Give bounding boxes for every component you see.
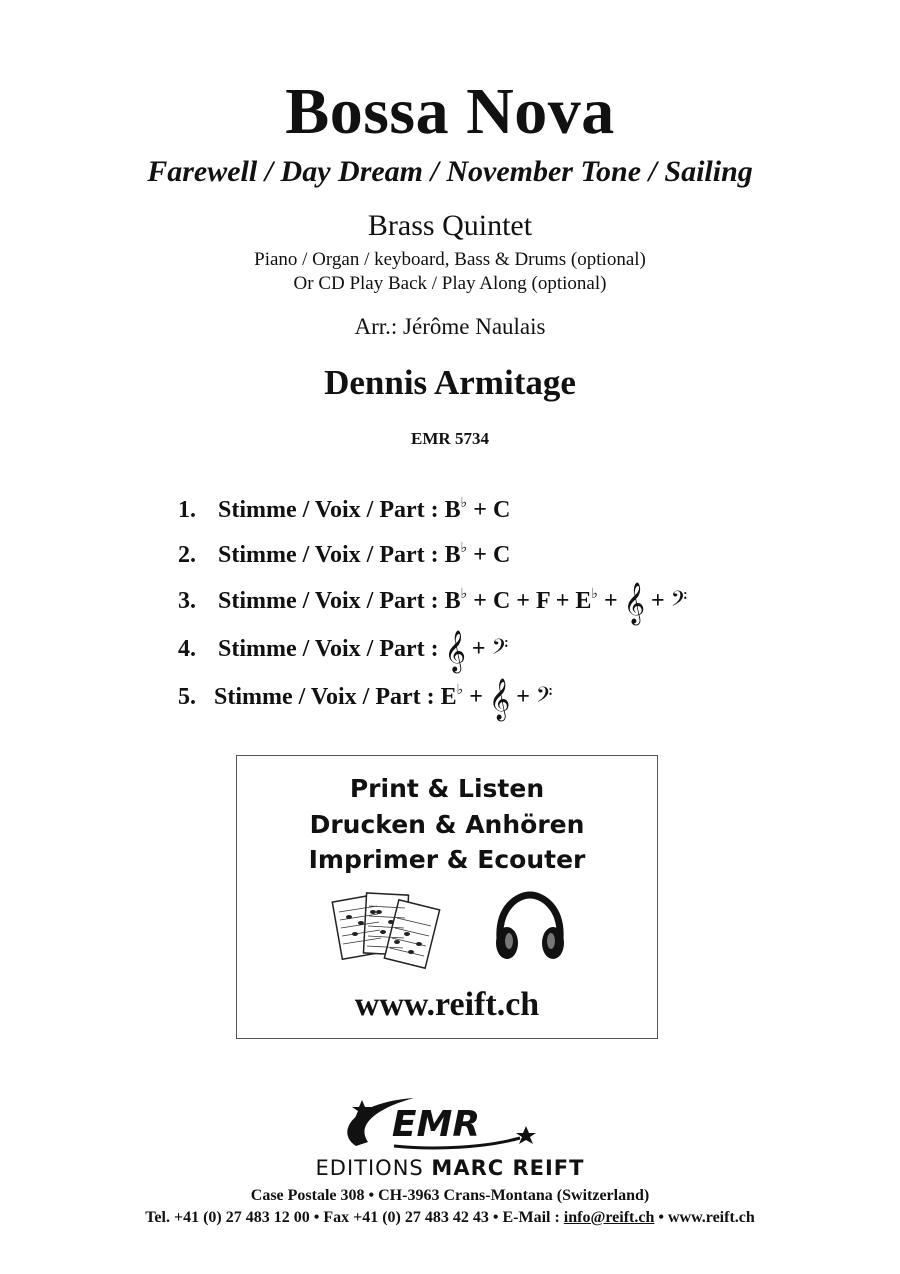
part-2 [178,539,510,571]
plus-sign: + [465,636,492,662]
part-1 [178,494,510,526]
ensemble: Brass Quintet [367,209,533,242]
accompaniment-line-2: Or CD Play Back / Play Along (optional) [293,273,607,294]
part-4 [178,631,509,672]
flat-sign: ♭ [460,496,468,511]
part-number: 2. [178,542,196,568]
bass-clef-icon: 𝄢 [670,587,688,617]
treble-clef-icon: 𝄞 [623,583,645,624]
publisher-name [0,1153,900,1183]
contact-phone-fax: Tel. +41 (0) 27 483 12 00 • Fax +41 (0) 27 483 42 43 • E-Mail : [145,1209,564,1226]
part-number: 1. [178,497,196,523]
flat-sign: ♭ [460,541,468,556]
part-3 [178,583,688,624]
part-label: Stimme / Voix / Part : [218,588,439,614]
part-key-rest: + C [467,542,511,568]
part-5 [178,679,553,720]
part-label: Stimme / Voix / Part : [218,542,439,568]
part-key-rest: + C [467,497,511,523]
composer: Dennis Armitage [324,363,576,402]
emr-logo [324,1092,554,1154]
plus-sign: + [644,588,671,614]
plus-sign: + [510,684,536,710]
publisher-name-part: EDITIONS [315,1156,432,1180]
flat-sign: ♭ [591,587,599,602]
catalog-number: EMR 5734 [411,429,489,448]
email-link[interactable]: info@reift.ch [563,1209,655,1226]
flat-sign: ♭ [460,587,468,602]
flat-sign: ♭ [456,683,464,698]
part-number: 5. [178,684,196,710]
plus-sign: + [598,588,624,614]
bass-clef-icon: 𝄢 [491,635,509,665]
part-key-mid: + C + F + E [467,588,592,614]
promo-line-english: Print & Listen [349,774,545,803]
emr-logo-text: EMR [391,1104,481,1145]
treble-clef-icon: 𝄞 [488,679,511,720]
publisher-address: Case Postale 308 • CH-3963 Crans-Montana (Switzerland) [250,1187,650,1204]
promo-line-french: Imprimer & Ecouter [308,845,586,874]
part-label: Stimme / Voix / Part : [218,497,439,523]
part-label: Stimme / Voix / Part : [214,684,435,710]
plus-sign: + [463,684,489,710]
part-label: Stimme / Voix / Part : [218,636,439,662]
part-key: B [444,497,461,523]
part-number: 4. [178,636,196,662]
publisher-name-part: MARC [431,1156,513,1180]
part-key: B [444,588,461,614]
print-and-listen-box [236,755,658,1039]
publisher-contact [0,1208,900,1228]
part-key: E [440,684,457,710]
bass-clef-icon: 𝄢 [535,683,553,713]
accompaniment-line-1: Piano / Organ / keyboard, Bass & Drums (optional) [254,249,646,270]
contact-website: • www.reift.ch [654,1209,755,1226]
title: Bossa Nova [285,75,615,148]
treble-clef-icon: 𝄞 [444,631,466,672]
promo-website: www.reift.ch [354,986,540,1023]
part-number: 3. [178,588,196,614]
publisher-name-part: REIFT [512,1156,585,1180]
headphones-icon [492,889,568,969]
part-key: B [444,542,461,568]
sheet-music-icon [329,890,441,976]
promo-line-german: Drucken & Anhören [309,810,585,839]
arranger: Arr.: Jérôme Naulais [354,314,546,339]
subtitle: Farewell / Day Dream / November Tone / Sailing [147,155,753,188]
